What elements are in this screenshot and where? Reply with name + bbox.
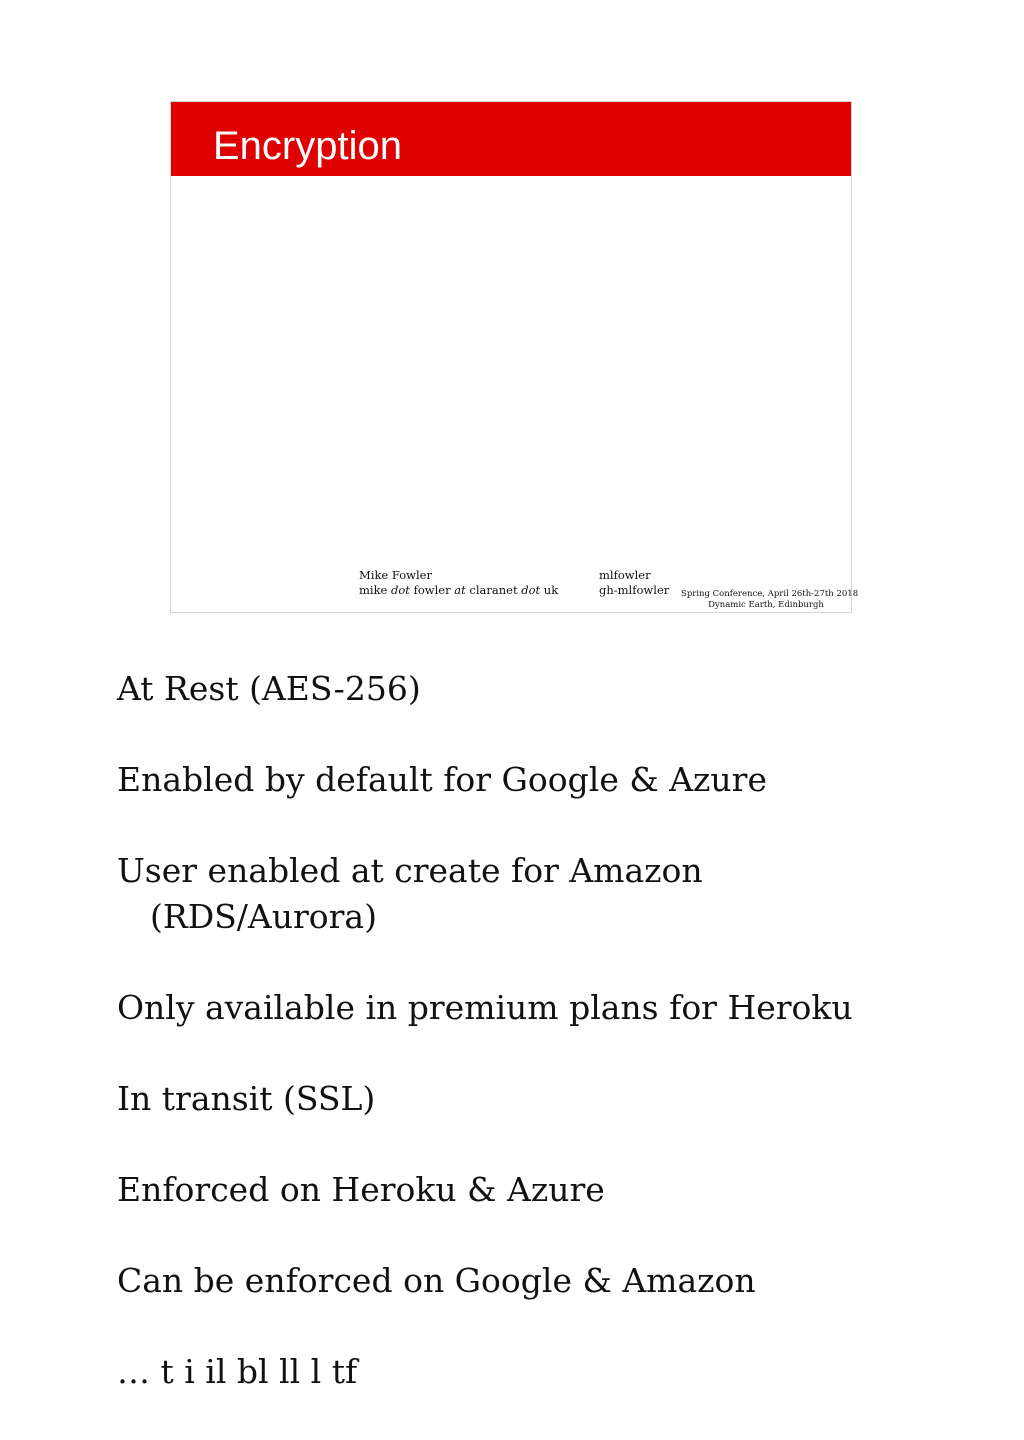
note-item: Enabled by default for Google & Azure [117,760,767,799]
note-item-cut-off: … t i il bl ll l tf [117,1352,358,1391]
slide-thumbnail [170,101,859,613]
speaker-notes [117,666,997,1440]
note-item: At Rest (AES-256) [117,669,421,708]
note-item: In transit (SSL) [117,1079,376,1118]
note-item: User enabled at create for Amazon (RDS/Aurora) [117,848,997,940]
event-info [681,589,859,611]
slide-header-bar [171,102,851,176]
note-continuation: (RDS/Aurora) [150,897,377,936]
presenter-name: Mike Fowler [359,568,432,582]
presenter-handles [599,568,669,598]
presenter-email: mike dot fowler at claranet dot uk [359,583,559,597]
github-handle: gh-mlfowler [599,583,670,597]
note-item: Enforced on Heroku & Azure [117,1170,605,1209]
note-item: Only available in premium plans for Heroku [117,988,853,1027]
twitter-handle: mlfowler [599,568,651,582]
event-date: Spring Conference, April 26th-27th 2018 [681,589,859,599]
slide-title: Encryption [213,124,402,168]
note-item: Can be enforced on Google & Amazon [117,1261,756,1300]
event-venue: Dynamic Earth, Edinburgh [708,600,824,610]
presenter-info [359,568,558,598]
